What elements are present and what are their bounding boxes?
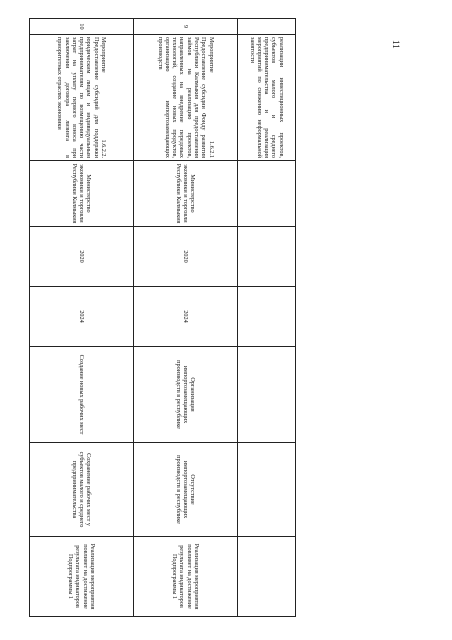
event-description: Предоставление субсидий для поддержки юридическим лицам и индивидуальным предпринимателям по возмещению части затрат на уплату первого взноса при заключении договора лизинга в приоритетных отраслях экономики	[56, 37, 100, 158]
cell-link: Реализация мероприятия повлияет на достижение результата индикаторов Подпрограммы 1	[134, 537, 238, 617]
event-code: 1.6.2.1	[207, 140, 215, 158]
cell-executor: Министерство экономики и торговли Республики Калмыкия	[30, 161, 134, 227]
cell-number: 10	[30, 19, 134, 35]
rotated-table-container	[30, 18, 296, 616]
events-table	[29, 18, 296, 617]
cell-description	[30, 35, 134, 161]
cell-number	[238, 19, 296, 35]
table-row	[134, 19, 238, 617]
cell-number: 9	[134, 19, 238, 35]
cell-executor: Министерство экономики и торговли Республики Калмыкия	[134, 161, 238, 227]
table-row-continued	[238, 19, 296, 617]
cell-end-year: 2024	[134, 287, 238, 347]
cell-expected-result: Создание новых рабочих мест	[30, 347, 134, 443]
event-description: Предоставление субсидии Фонду развития Республики Калмыкия для предоставления займов на реализацию проектов, направленных на внедрение передовых технологий, создание новых продуктов, организацию импортозамещающих производств	[156, 37, 208, 158]
cell-consequence: Сохранение рабочих мест у субъектов малого и среднего предпринимательства	[30, 443, 134, 537]
cell-start-year	[238, 227, 296, 287]
cell-expected-result	[238, 347, 296, 443]
cell-end-year	[238, 287, 296, 347]
table-row	[30, 19, 134, 617]
page-number: 11	[391, 40, 401, 49]
cell-description: реализации инвестиционных проектов, субъектов малого и среднего предпринимательства и реализация мероприятий по снижению неформальной занятости	[238, 35, 296, 161]
event-label-line	[207, 37, 214, 158]
cell-link	[238, 537, 296, 617]
cell-executor	[238, 161, 296, 227]
cell-expected-result: Организация импортозамещающих производств в республике	[134, 347, 238, 443]
event-label: Мероприятие	[207, 37, 215, 73]
cell-end-year: 2024	[30, 287, 134, 347]
event-label-line	[100, 37, 107, 158]
event-label: Мероприятие	[100, 37, 108, 73]
cell-consequence	[238, 443, 296, 537]
cell-description	[134, 35, 238, 161]
cell-consequence: Отсутствие импортозамещающих производств в республике	[134, 443, 238, 537]
event-code: 1.6.2.2.	[100, 139, 108, 158]
cell-start-year: 2020	[30, 227, 134, 287]
cell-link: Реализация мероприятия повлияет на достижение результата индикаторов Подпрограммы 1	[30, 537, 134, 617]
cell-start-year: 2020	[134, 227, 238, 287]
